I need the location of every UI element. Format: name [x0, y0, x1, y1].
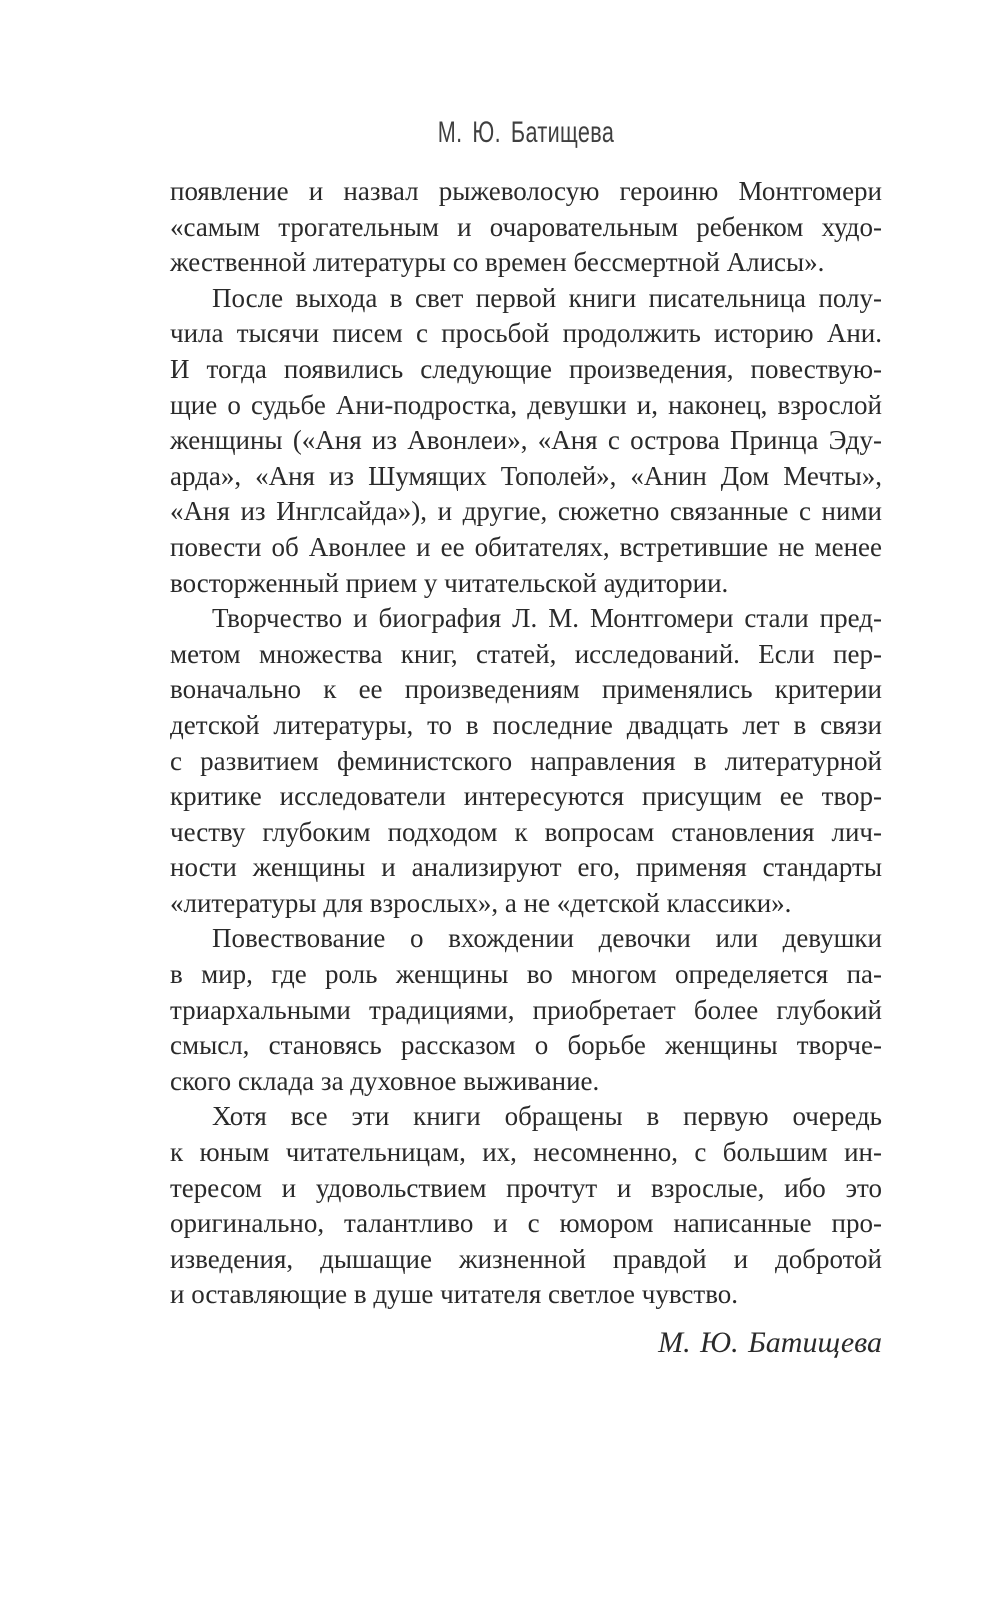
text-line: щие о судьбе Ани-подростка, девушки и, наконец, взрослой [170, 389, 882, 420]
text-line: женщины («Аня из Авонлеи», «Аня с острова Принца Эду- [170, 425, 882, 456]
text-line: триархальными традициями, приобретает более глубокий [170, 994, 882, 1025]
text-line: И тогда появились следующие произведения, повествую- [170, 353, 882, 384]
text-line: честву глубоким подходом к вопросам становления лич- [170, 816, 882, 847]
text-line: После выхода в свет первой книги писательница полу- [212, 282, 882, 313]
text-line: ности женщины и анализируют его, применяя стандарты [170, 852, 882, 883]
text-line: ского склада за духовное выживание. [170, 1065, 600, 1096]
author-signature: М. Ю. Батищева [658, 1326, 882, 1359]
running-header: М. Ю. Батищева [437, 116, 615, 149]
text-line: жественной литературы со времен бессмертной Алисы». [170, 247, 825, 278]
text-line: Повествование о вхождении девочки или девушки [212, 923, 882, 954]
text-line: Творчество и биография Л. М. Монтгомери стали пред- [212, 603, 882, 634]
text-line: «Аня из Инглсайда»), и другие, сюжетно связанные с ними [170, 496, 882, 527]
text-line: к юным читательницам, их, несомненно, с большим ин- [170, 1137, 882, 1168]
text-line: арда», «Аня из Шумящих Тополей», «Анин Дом Мечты», [170, 460, 882, 491]
text-line: повести об Авонлее и ее обитателях, встретившие не менее [170, 531, 882, 562]
text-line: воначально к ее произведениям применялись критерии [170, 674, 882, 705]
text-line: в мир, где роль женщины во многом определяется па- [170, 959, 882, 990]
text-line: чила тысячи писем с просьбой продолжить историю Ани. [170, 318, 882, 349]
text-line: с развитием феминистского направления в литературной [170, 745, 882, 776]
text-line: Хотя все эти книги обращены в первую очередь [212, 1101, 882, 1132]
text-line: и оставляющие в душе читателя светлое чувство. [170, 1279, 739, 1310]
body-text [170, 174, 882, 1313]
text-line: появление и назвал рыжеволосую героиню Монтгомери [170, 176, 882, 206]
text-line: критике исследователи интересуются присущим ее твор- [170, 781, 882, 812]
text-line: метом множества книг, статей, исследований. Если пер- [170, 638, 882, 669]
text-line: «самым трогательным и очаровательным ребенком худо- [170, 211, 882, 242]
text-line: «литературы для взрослых», а не «детской классики». [170, 887, 792, 918]
text-line: изведения, дышащие жизненной правдой и добротой [170, 1243, 882, 1274]
text-line: восторженный прием у читательской аудитории. [170, 567, 729, 598]
text-line: тересом и удовольствием прочтут и взрослые, ибо это [170, 1172, 882, 1203]
text-line: детской литературы, то в последние двадцать лет в связи [170, 709, 882, 740]
text-line: оригинально, талантливо и с юмором написанные про- [170, 1208, 882, 1239]
text-line: смысл, становясь рассказом о борьбе женщины творче- [170, 1030, 882, 1061]
